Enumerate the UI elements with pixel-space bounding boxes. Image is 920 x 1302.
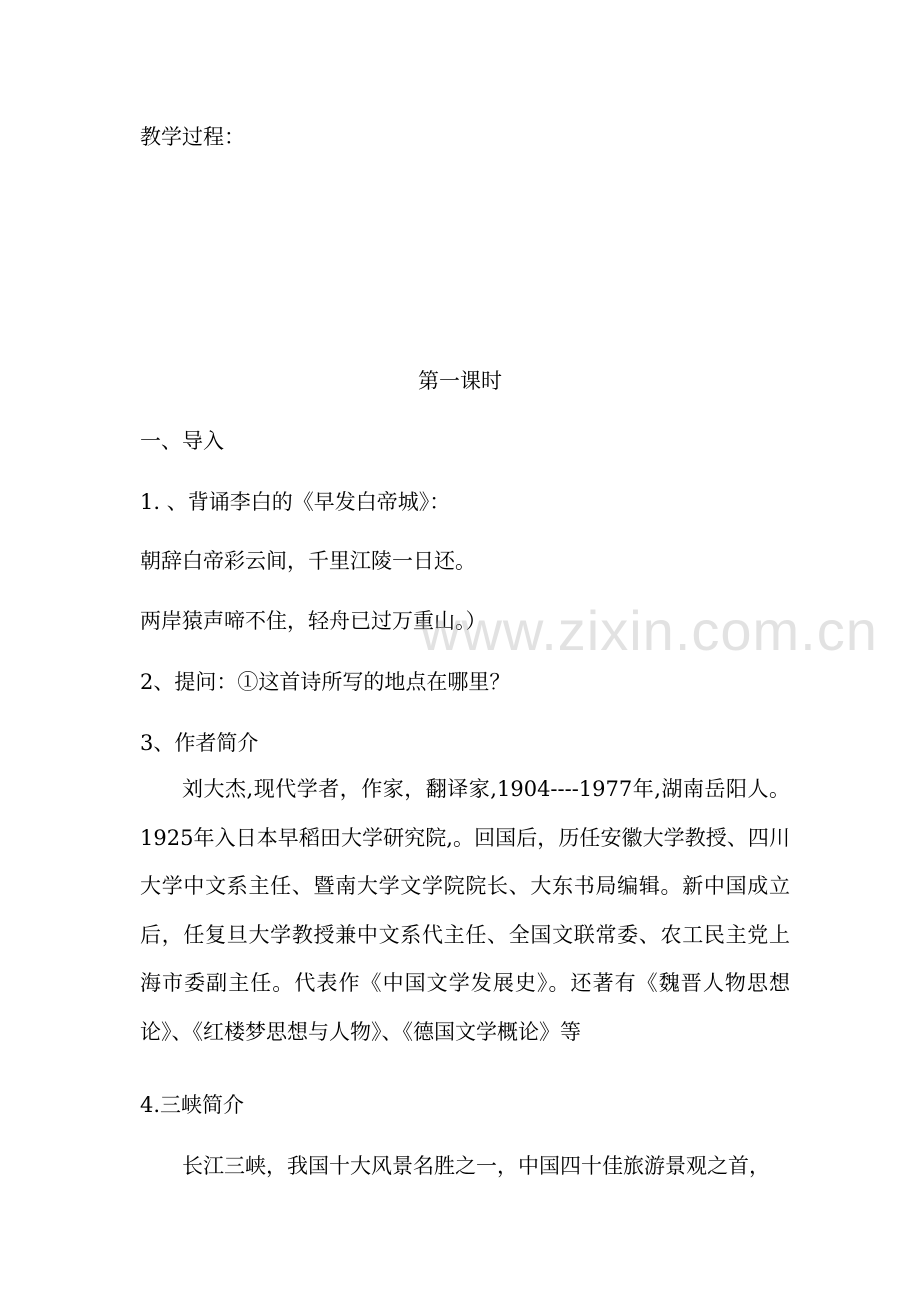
watermark: www.zixin.com.cn	[420, 599, 878, 662]
author-bio-paragraph: 刘大杰,现代学者，作家，翻译家,1904----1977年,湖南岳阳人。1925年入日本早稻田大学研究院,。回国后，历任安徽大学教授、四川大学中文系主任、暨南大学文学院院长、大东书局编辑。新中国成立后，任复旦大学教授兼中文系代主任、全国文联常委、农工民主党上海市委副主任。代表作《中国文学发展史》。还著有《魏晋人物思想论》、《红楼梦思想与人物》、《德国文学概论》等	[140, 777, 790, 1044]
list-item-three-gorges: 4.三峡简介	[140, 1093, 245, 1117]
poem-line-2: 两岸猿声啼不住，轻舟已过万重山。）	[140, 609, 487, 633]
section-heading-intro: 一、导入	[140, 429, 224, 453]
teaching-process-heading: 教学过程：	[140, 125, 245, 149]
poem-line-1: 朝辞白帝彩云间，千里江陵一日还。	[140, 549, 476, 573]
three-gorges-paragraph: 长江三峡，我国十大风景名胜之一，中国四十佳旅游景观之首，	[182, 1154, 770, 1178]
list-item-author-intro: 3、作者简介	[140, 731, 259, 755]
list-item-question: 2、提问：①这首诗所写的地点在哪里？	[140, 670, 511, 694]
lesson-title: 第一课时	[418, 369, 502, 393]
list-item-recite-poem: 1. 、背诵李白的《早发白帝城》：	[140, 490, 451, 514]
